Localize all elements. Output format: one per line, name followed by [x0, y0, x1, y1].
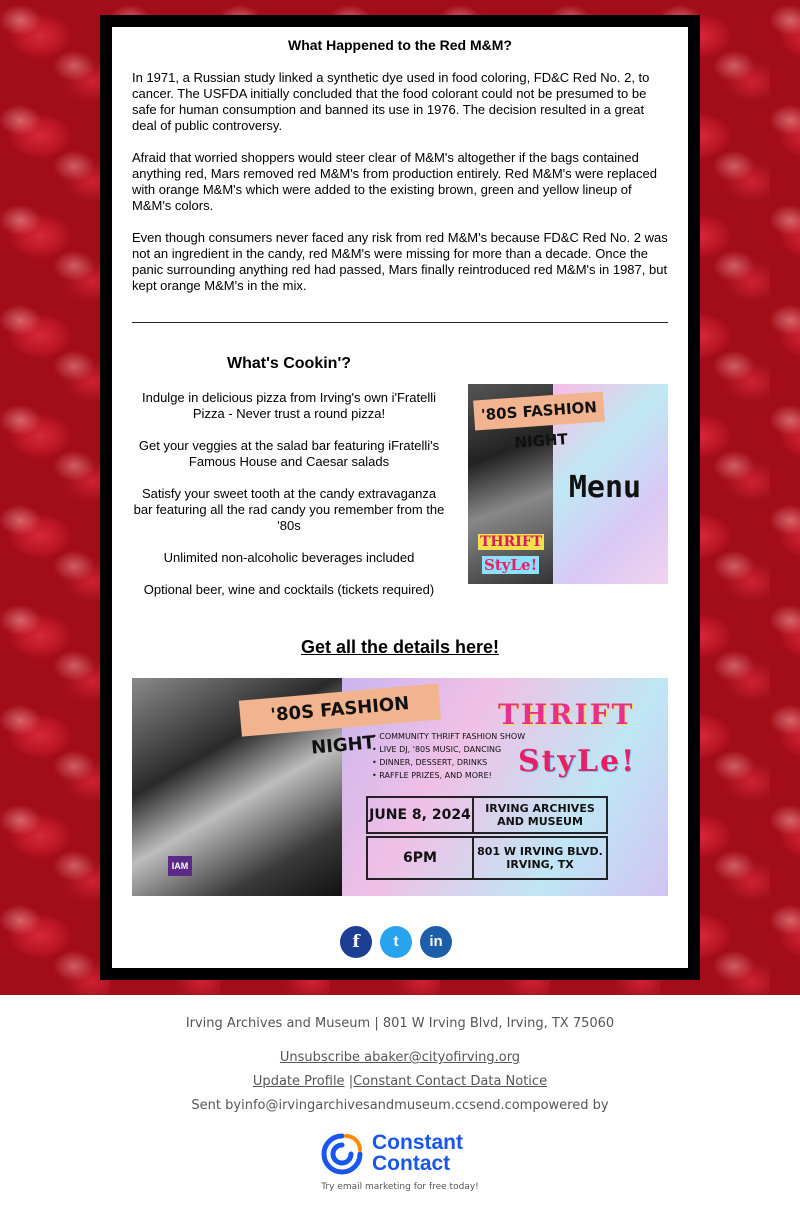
unsubscribe-link[interactable]: Unsubscribe abaker@cityofirving.org	[279, 1050, 521, 1065]
sender-email: info@irvingarchivesandmuseum.ccsend.com	[241, 1098, 533, 1113]
menu-thrift-text: THRIFT	[480, 534, 543, 550]
banner-time-box	[366, 836, 474, 880]
article-paragraph-2: Afraid that worried shoppers would steer clear of M&M's altogether if the bags contained anything red, Mars removed red M&M's from production entirely. Red M&M's were replaced with orange M&M's which were added to the existing brown, green and yellow lineup of M&M's colors.	[132, 150, 657, 213]
banner-address: 801 W IRVING BLVD. IRVING, TX	[477, 845, 603, 871]
banner-bullet: • RAFFLE PRIZES, AND MORE!	[372, 769, 525, 782]
cc-word-line1: Constant	[372, 1131, 463, 1154]
section-divider	[132, 322, 668, 323]
banner-bullet: • DINNER, DESSERT, DRINKS	[372, 756, 525, 769]
banner-bullet: • LIVE DJ, '80S MUSIC, DANCING	[372, 743, 525, 756]
cookin-line-candy: Satisfy your sweet tooth at the candy extravaganza bar featuring all the rad candy you remember from the '80s	[133, 486, 445, 533]
menu-banner: '80S FASHION NIGHT	[473, 392, 605, 431]
footer-sent-by-row	[0, 1098, 800, 1114]
update-profile-link[interactable]: Update Profile	[252, 1074, 345, 1089]
constant-contact-logo[interactable]	[320, 1130, 480, 1178]
cc-word-line2: Contact	[372, 1152, 451, 1175]
menu-word: Menu	[568, 470, 642, 505]
footer-unsubscribe-row	[0, 1050, 800, 1066]
footer-profile-row	[0, 1074, 800, 1090]
museum-logo: IAM	[168, 856, 192, 876]
cookin-line-pizza: Indulge in delicious pizza from Irving's own i'Fratelli Pizza - Never trust a round pizza!	[142, 390, 436, 421]
article-paragraph-1: In 1971, a Russian study linked a synthetic dye used in food coloring, FD&C Red No. 2, to cancer. The USFDA initially concluded that the food colorant could not be presumed to be safe for human consumption and banned its use in 1976. The decision resulted in a great deal of public controversy.	[132, 70, 650, 133]
linkedin-icon[interactable]: in	[420, 926, 452, 958]
banner-date-box	[366, 796, 474, 834]
cookin-title: What's Cookin'?	[226, 355, 352, 372]
banner-bullet: • COMMUNITY THRIFT FASHION SHOW	[372, 730, 525, 743]
banner-thrift-text: THRIFT	[498, 698, 635, 731]
data-notice-link[interactable]: Constant Contact Data Notice	[353, 1074, 548, 1089]
twitter-icon[interactable]: t	[380, 926, 412, 958]
constant-contact-mark-icon	[320, 1132, 364, 1176]
banner-style-text: StyLe!	[518, 744, 637, 779]
article-paragraph-3: Even though consumers never faced any risk from red M&M's because FD&C Red No. 2 was not an ingredient in the candy, red M&M's were missing for more than a decade. Once the panic surrounding anything red had passed, Mars finally reintroduced red M&M's in 1987, but kept orange M&M's in the mix.	[132, 230, 668, 293]
facebook-icon[interactable]: f	[340, 926, 372, 958]
details-link[interactable]: Get all the details here!	[300, 637, 500, 657]
cookin-line-beverages: Unlimited non-alcoholic beverages included	[163, 550, 415, 565]
constant-contact-wordmark	[372, 1132, 463, 1174]
banner-date: JUNE 8, 2024	[369, 807, 471, 823]
menu-image[interactable]	[468, 384, 668, 584]
sent-by-label: Sent by	[191, 1098, 242, 1113]
cookin-line-alcohol: Optional beer, wine and cocktails (tickets required)	[143, 582, 435, 597]
banner-heading: '80S FASHION NIGHT	[239, 683, 441, 736]
cookin-line-salad: Get your veggies at the salad bar featuring iFratelli's Famous House and Caesar salads	[138, 438, 440, 469]
article-title: What Happened to the Red M&M?	[288, 37, 512, 53]
footer-separator: |	[344, 1074, 354, 1089]
event-banner-image[interactable]	[132, 678, 668, 896]
banner-time: 6PM	[403, 850, 437, 866]
banner-venue: IRVING ARCHIVES AND MUSEUM	[485, 802, 595, 828]
banner-venue-box	[472, 796, 608, 834]
banner-bullet-list	[372, 730, 525, 782]
menu-style-text: StyLe!	[484, 556, 538, 574]
banner-address-box	[472, 836, 608, 880]
powered-by-label: powered by	[532, 1098, 609, 1113]
footer-address: Irving Archives and Museum | 801 W Irving Blvd, Irving, TX 75060	[185, 1016, 615, 1031]
cc-tagline[interactable]: Try email marketing for free today!	[321, 1182, 479, 1192]
